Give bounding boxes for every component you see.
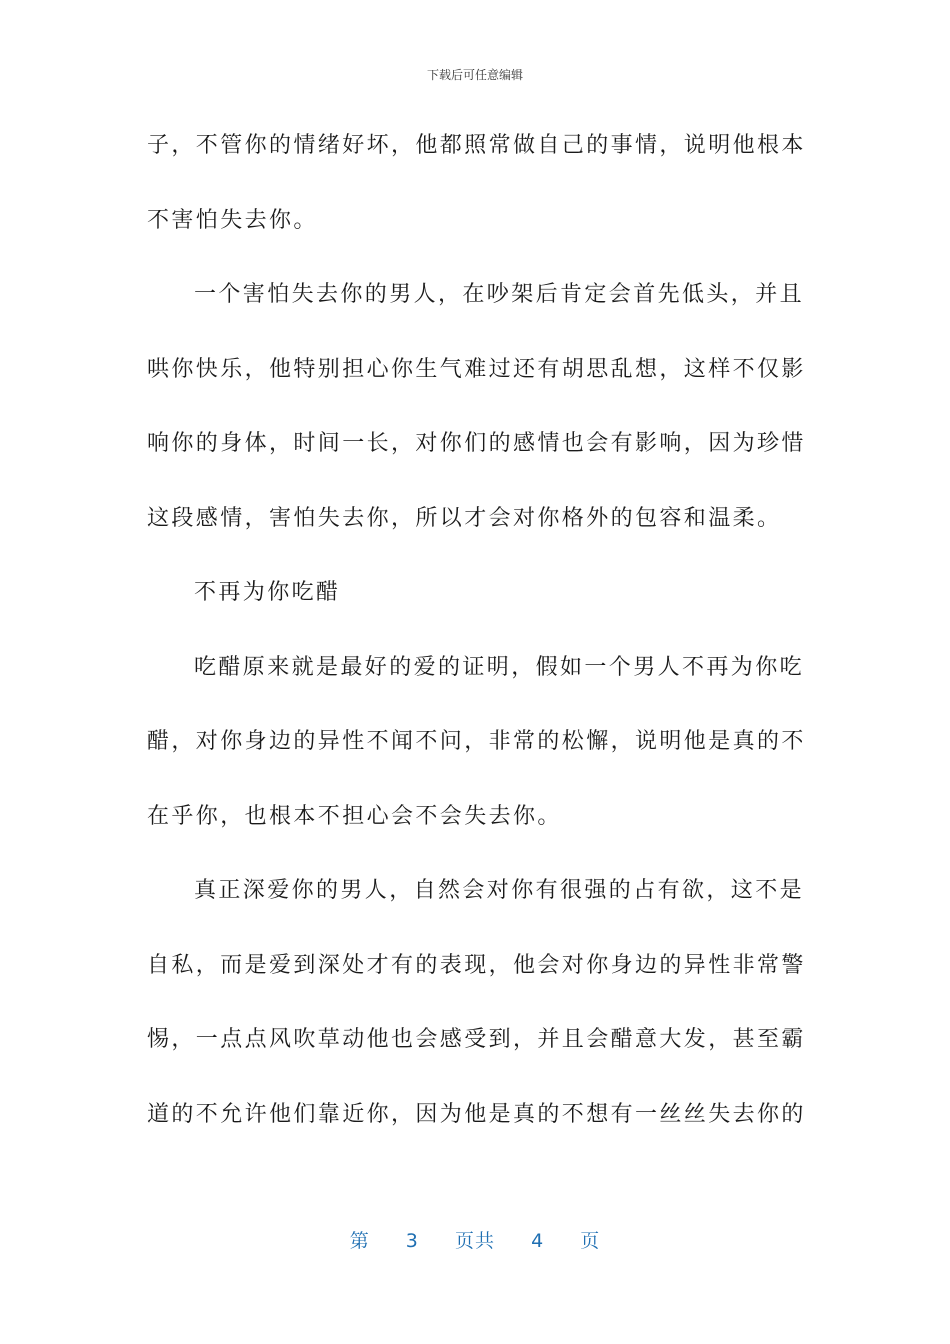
body-line-1: 子，不管你的情绪好坏，他都照常做自己的事情，说明他根本 xyxy=(147,133,806,158)
page-header: 下载后可任意编辑 xyxy=(426,68,523,82)
section-heading: 不再为你吃醋 xyxy=(194,580,341,605)
body-line-11: 真正深爱你的男人，自然会对你有很强的占有欲，这不是 xyxy=(194,878,805,903)
body-line-8: 吃醋原来就是最好的爱的证明，假如一个男人不再为你吃 xyxy=(194,654,805,680)
body-line-6: 这段感情，害怕失去你，所以才会对你格外的包容和温柔。 xyxy=(147,505,782,531)
body-line-5: 响你的身体，时间一长，对你们的感情也会有影响，因为珍惜 xyxy=(147,431,806,456)
total-pages-number: 4 xyxy=(531,1230,545,1252)
page-footer xyxy=(0,1226,950,1253)
body-line-4: 哄你快乐，他特别担心你生气难过还有胡思乱想，这样不仅影 xyxy=(147,356,806,382)
body-line-14: 道的不允许他们靠近你，因为他是真的不想有一丝丝失去你的 xyxy=(147,1101,806,1127)
current-page-number: 3 xyxy=(405,1230,419,1252)
body-line-12: 自私，而是爱到深处才有的表现，他会对你身边的异性非常警 xyxy=(147,952,806,978)
footer-suffix: 页 xyxy=(580,1230,601,1252)
body-line-13: 惕，一点点风吹草动他也会感受到，并且会醋意大发，甚至霸 xyxy=(147,1027,806,1052)
body-line-9: 醋，对你身边的异性不闻不问，非常的松懈，说明他是真的不 xyxy=(147,729,806,754)
footer-middle: 页共 xyxy=(454,1230,495,1252)
footer-prefix: 第 xyxy=(349,1230,370,1252)
body-line-3: 一个害怕失去你的男人，在吵架后肯定会首先低头，并且 xyxy=(194,282,805,307)
body-line-2: 不害怕失去你。 xyxy=(147,207,318,233)
body-line-10: 在乎你，也根本不担心会不会失去你。 xyxy=(147,803,562,829)
document-body xyxy=(147,118,806,1161)
